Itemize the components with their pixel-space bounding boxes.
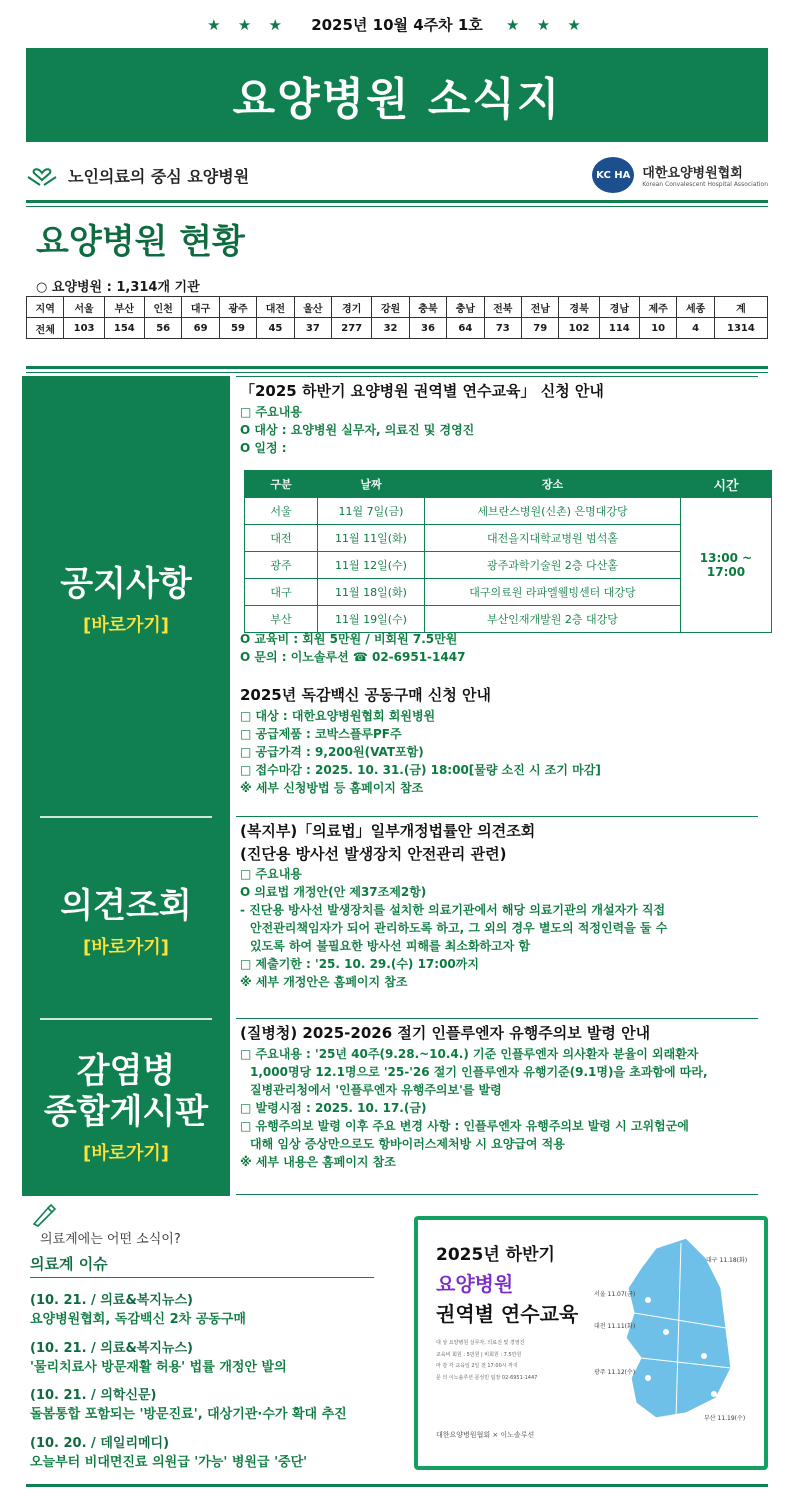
org-logo[interactable] <box>592 157 768 193</box>
text-line: O 일정 : <box>240 440 287 455</box>
region-header-cell: 서울 <box>64 297 104 318</box>
text-line: 안전관리책임자가 되어 관리하도록 하고, 그 외의 경우 별도의 적정인력을 둘 수 <box>250 921 668 935</box>
infection-link[interactable]: [바로가기] <box>82 1142 169 1164</box>
content-divider <box>236 1194 758 1195</box>
poster-line-1: 2025년 하반기 <box>436 1245 555 1265</box>
text-line: □ 주요내용 <box>240 404 302 419</box>
issues-question: 의료계에는 어떤 소식이? <box>40 1232 181 1247</box>
region-count-cell: 79 <box>522 318 559 339</box>
region-header-cell: 대구 <box>182 297 219 318</box>
text-line: □ 공급가격 : 9,200원(VAT포함) <box>240 744 424 759</box>
text-line: □ 접수마감 : 2025. 10. 31.(금) 18:00[물량 소진 시 조기 마감] <box>240 762 601 777</box>
notice-item-1-title: 「2025 하반기 요양병원 권역별 연수교육」 신청 안내 <box>240 382 604 400</box>
content-divider <box>236 376 758 377</box>
text-line: □ 유행주의보 발령 이후 주요 변경 사항 : 인플루엔자 유행주의보 발령 시 고위험군에 <box>240 1118 689 1133</box>
text-line: 1,000명당 12.1명으로 '25-'26 절기 인플루엔자 유행기준(9.1명)을 초과함에 따라, <box>250 1064 708 1079</box>
region-count-cell: 37 <box>294 318 331 339</box>
text-line: □ 주요내용 : '25년 40주(9.28.~10.4.) 기준 인플루엔자 의사환자 분율이 외래환자 <box>240 1046 699 1061</box>
opinion-link[interactable]: [바로가기] <box>82 936 169 958</box>
news-source: (10. 20. / 데일리메디) <box>30 1436 170 1452</box>
org-name-en: Korean Convalescent Hospital Association <box>642 181 768 188</box>
svg-text:대전 11.11(화): 대전 11.11(화) <box>594 1323 636 1330</box>
region-count-cell: 4 <box>677 318 714 339</box>
notice-item-1-details <box>240 630 770 666</box>
svg-text:서울 11.07(금): 서울 11.07(금) <box>594 1291 636 1298</box>
poster-line-3: 권역별 연수교육 <box>436 1302 579 1326</box>
schedule-header-row <box>245 471 772 498</box>
opinion-title-1: (복지부)「의료법」일부개정법률안 의견조회 <box>240 822 536 840</box>
text-line: 대해 임상 증상만으로도 항바이러스제처방 시 요양급여 적용 <box>250 1136 565 1151</box>
news-headline[interactable]: '물리치료사 방문재활 허용' 법률 개정안 발의 <box>30 1359 287 1375</box>
schedule-cell: 대구 <box>245 579 318 606</box>
schedule-table <box>244 470 772 633</box>
news-source: (10. 21. / 의료&복지뉴스) <box>30 1293 193 1308</box>
notice-item-2 <box>240 684 770 797</box>
hands-heart-icon <box>26 163 58 187</box>
kcha-logo-icon: KC HA <box>592 157 634 193</box>
region-header-cell: 경기 <box>332 297 372 318</box>
issue-number: 2025년 10월 4주차 1호 <box>311 16 483 34</box>
text-line: O 의료법 개정안(안 제37조제2항) <box>240 885 427 899</box>
notice-item-1 <box>240 380 770 457</box>
text-line: □ 주요내용 <box>240 867 302 881</box>
region-count-cell: 73 <box>484 318 521 339</box>
svg-text:부산 11.19(수): 부산 11.19(수) <box>704 1415 746 1422</box>
content-divider <box>236 1018 758 1019</box>
region-header-cell: 세종 <box>677 297 714 318</box>
infection-nav[interactable] <box>22 1020 230 1196</box>
news-headline[interactable]: 오늘부터 비대면진료 의원급 '가능' 병원급 '중단' <box>30 1454 308 1470</box>
svg-text:대구 11.18(화): 대구 11.18(화) <box>706 1257 748 1264</box>
poster-info-line: 마 감 각 교육일 2일 전 17:00시 까지 <box>436 1363 518 1369</box>
news-source: (10. 21. / 의학신문) <box>30 1388 157 1404</box>
divider <box>26 366 768 373</box>
schedule-cell: 부산인재개발원 2층 대강당 <box>425 606 681 633</box>
notice-link[interactable]: [바로가기] <box>82 614 169 636</box>
region-count-cell: 1314 <box>714 318 767 339</box>
region-header-cell: 인천 <box>144 297 181 318</box>
schedule-cell: 광주 <box>245 552 318 579</box>
text-line: ※ 세부 내용은 홈페이지 참조 <box>240 1154 396 1169</box>
poster-info <box>436 1338 537 1384</box>
notice-nav[interactable] <box>22 376 230 816</box>
region-header-cell: 울산 <box>294 297 331 318</box>
divider <box>26 200 768 207</box>
schedule-cell: 11월 12일(수) <box>318 552 425 579</box>
schedule-cell: 11월 18일(화) <box>318 579 425 606</box>
region-table <box>26 296 768 339</box>
schedule-cell: 11월 19일(수) <box>318 606 425 633</box>
text-line: □ 공급제품 : 코박스플루PF주 <box>240 726 402 741</box>
schedule-cell: 부산 <box>245 606 318 633</box>
education-poster[interactable] <box>414 1216 768 1470</box>
region-header-cell: 지역 <box>27 297 64 318</box>
status-title: 요양병원 현황 <box>36 222 245 262</box>
schedule-time: 13:00 ~ 17:00 <box>681 498 772 633</box>
region-count-cell: 69 <box>182 318 219 339</box>
region-count-cell: 154 <box>104 318 144 339</box>
text-line: O 문의 : 이노솔루션 ☎ 02-6951-1447 <box>240 650 466 664</box>
schedule-cell: 11월 7일(금) <box>318 498 425 525</box>
infection-title: (질병청) 2025-2026 절기 인플루엔자 유행주의보 발령 안내 <box>240 1024 651 1042</box>
poster-info-line: 교육비 회원 : 5만원 | 비회원 : 7.5만원 <box>436 1351 522 1358</box>
region-header-cell: 충남 <box>447 297 484 318</box>
newsletter-title: 요양병원 소식지 <box>232 74 562 125</box>
region-count-cell: 36 <box>409 318 446 339</box>
region-count-cell: 32 <box>372 318 409 339</box>
schedule-cell: 대전을지대학교병원 범석홀 <box>425 525 681 552</box>
issue-line <box>0 14 794 35</box>
region-count-cell: 102 <box>559 318 599 339</box>
schedule-row <box>245 498 772 525</box>
region-count-cell: 114 <box>599 318 639 339</box>
region-count-cell: 103 <box>64 318 104 339</box>
opinion-title-2: (진단용 방사선 발생장치 안전관리 관련) <box>240 844 507 863</box>
text-line: ※ 세부 신청방법 등 홈페이지 참조 <box>240 780 424 795</box>
svg-text:광주 11.12(수): 광주 11.12(수) <box>594 1369 636 1376</box>
text-line: □ 대상 : 대한요양병원협회 회원병원 <box>240 708 436 723</box>
schedule-cell: 세브란스병원(신촌) 은명대강당 <box>425 498 681 525</box>
hospital-count: ○ 요양병원 : 1,314개 기관 <box>36 280 200 295</box>
tagline: 노인의료의 중심 요양병원 <box>68 166 250 186</box>
poster-line-2: 요양병원 <box>436 1272 514 1296</box>
schedule-cell: 광주과학기술원 2층 다산홀 <box>425 552 681 579</box>
region-count-cell: 56 <box>144 318 181 339</box>
text-line: O 대상 : 요양병원 실무자, 의료진 및 경영진 <box>240 422 475 437</box>
tagline-group <box>26 163 249 187</box>
schedule-cell: 대전 <box>245 525 318 552</box>
infection-section-label-1: 감염병 <box>76 1051 176 1092</box>
stars-left: ★ ★ ★ <box>207 16 288 34</box>
opinion-nav[interactable] <box>22 818 230 1018</box>
schedule-head-region: 구분 <box>245 471 318 498</box>
schedule-cell: 서울 <box>245 498 318 525</box>
region-count-cell: 64 <box>447 318 484 339</box>
region-header-cell: 부산 <box>104 297 144 318</box>
content-divider <box>236 816 758 817</box>
korea-map-icon <box>586 1228 756 1428</box>
poster-info-line: 대 상 요양병원 실무자, 의료진 및 경영진 <box>436 1340 525 1346</box>
region-count-cell: 59 <box>219 318 256 339</box>
pen-icon <box>30 1202 56 1228</box>
news-item[interactable] <box>30 1435 390 1473</box>
news-item[interactable] <box>30 1387 390 1425</box>
region-count-cell: 277 <box>332 318 372 339</box>
org-name: 대한요양병원협회 <box>642 166 743 181</box>
schedule-head-time: 시간 <box>681 471 772 498</box>
news-item[interactable] <box>30 1340 390 1378</box>
infection-content <box>240 1022 770 1171</box>
news-headline[interactable]: 돌봄통합 포함되는 '방문진료', 대상기관·수가 확대 추진 <box>30 1407 347 1423</box>
opinion-content <box>240 820 770 991</box>
issues-title: 의료계 이슈 <box>30 1253 374 1278</box>
medical-issues <box>30 1228 390 1473</box>
notice-section-label: 공지사항 <box>60 563 192 604</box>
text-line: O 교육비 : 회원 5만원 / 비회원 7.5만원 <box>240 632 458 646</box>
news-headline[interactable]: 요양병원협회, 독감백신 2차 공동구매 <box>30 1311 246 1327</box>
region-header-cell: 전남 <box>522 297 559 318</box>
region-header-cell: 광주 <box>219 297 256 318</box>
region-count-cell: 10 <box>639 318 676 339</box>
notice-item-2-title: 2025년 독감백신 공동구매 신청 안내 <box>240 686 492 704</box>
schedule-cell: 11월 11일(화) <box>318 525 425 552</box>
region-header-cell: 계 <box>714 297 767 318</box>
footer-divider <box>26 1484 768 1487</box>
region-header-cell: 제주 <box>639 297 676 318</box>
region-header-cell: 경북 <box>559 297 599 318</box>
region-count-cell: 45 <box>257 318 294 339</box>
text-line: 있도록 하여 불필요한 방사선 피해를 최소화하고자 함 <box>250 939 531 953</box>
schedule-cell: 대구의료원 라파엘웰빙센터 대강당 <box>425 579 681 606</box>
newsletter-title-banner <box>26 48 768 142</box>
text-line: - 진단용 방사선 발생장치를 설치한 의료기관에서 해당 의료기관의 개설자가 직접 <box>240 903 666 917</box>
region-header-cell: 충북 <box>409 297 446 318</box>
region-header-row <box>27 297 768 318</box>
news-item[interactable] <box>30 1292 390 1330</box>
region-header-cell: 전북 <box>484 297 521 318</box>
text-line: ※ 세부 개정안은 홈페이지 참조 <box>240 975 408 989</box>
news-source: (10. 21. / 의료&복지뉴스) <box>30 1340 193 1356</box>
text-line: 질병관리청에서 '인플루엔자 유행주의보'를 발령 <box>250 1082 502 1097</box>
poster-footer: 대한요양병원협회 × 이노솔루션 <box>436 1431 535 1439</box>
poster-info-line: 문 의 이노솔루션 문성민 팀장 02-6951-1447 <box>436 1374 538 1381</box>
stars-right: ★ ★ ★ <box>506 16 587 34</box>
region-count-cell: 전체 <box>27 318 64 339</box>
schedule-head-place: 장소 <box>425 471 681 498</box>
region-header-cell: 경남 <box>599 297 639 318</box>
text-line: □ 발령시점 : 2025. 10. 17.(금) <box>240 1100 427 1115</box>
schedule-head-date: 날짜 <box>318 471 425 498</box>
opinion-section-label: 의견조회 <box>60 885 192 926</box>
region-header-cell: 강원 <box>372 297 409 318</box>
text-line: □ 제출기한 : '25. 10. 29.(수) 17:00까지 <box>240 957 479 971</box>
region-count-row <box>27 318 768 339</box>
infection-section-label-2: 종합게시판 <box>43 1092 209 1132</box>
region-header-cell: 대전 <box>257 297 294 318</box>
subheader <box>26 152 768 198</box>
